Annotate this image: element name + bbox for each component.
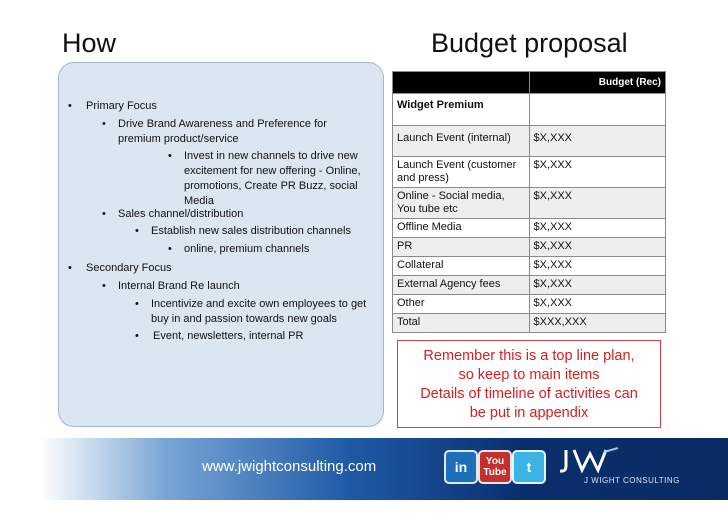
note-line: be put in appendix (469, 405, 589, 421)
bullet-incentivize-employees: • Incentivize and excite own employees to get buy in and passion towards new goals (135, 298, 367, 325)
bullet-secondary-focus: • Secondary Focus (68, 262, 172, 274)
bullet-establish-distribution: • Establish new sales distribution channels (135, 225, 351, 237)
bullet-drive-brand: • Drive Brand Awareness and Preference for premium product/service (102, 118, 327, 145)
budget-header-rec: Budget (Rec) (529, 72, 666, 94)
table-row: Launch Event (customer and press) $X,XXX (393, 157, 666, 188)
bullet-primary-focus: • Primary Focus (68, 100, 157, 112)
table-row: Widget Premium (393, 94, 666, 126)
table-row: PR $X,XXX (393, 238, 666, 257)
bullet-invest-channels: • Invest in new channels to drive new excitement for new offering - Online, promotions, Create PR Buzz, social Media (168, 150, 361, 207)
note-line: Details of timeline of activities can (420, 386, 638, 402)
budget-header-blank (393, 72, 530, 94)
youtube-icon[interactable]: You Tube (478, 450, 512, 484)
note-line: so keep to main items (458, 367, 600, 383)
twitter-icon[interactable]: t (512, 450, 546, 484)
bullet-sales-channel: • Sales channel/distribution (102, 208, 244, 220)
logo-wordmark: J WIGHT CONSULTING (584, 476, 680, 485)
table-row: Online - Social media, You tube etc $X,XXX (393, 188, 666, 219)
bullet-internal-relaunch: • Internal Brand Re launch (102, 280, 240, 292)
table-row: Offline Media $X,XXX (393, 219, 666, 238)
bullet-event-newsletters: • Event, newsletters, internal PR (135, 330, 304, 342)
table-row: Other $X,XXX (393, 295, 666, 314)
jw-logo-icon (560, 446, 620, 474)
table-row: Collateral $X,XXX (393, 257, 666, 276)
title-budget-proposal: Budget proposal (431, 28, 628, 58)
note-box (397, 340, 661, 428)
website-link[interactable]: www.jwightconsulting.com (202, 458, 377, 475)
table-row: External Agency fees $X,XXX (393, 276, 666, 295)
linkedin-icon[interactable]: in (444, 450, 478, 484)
budget-table (392, 71, 666, 333)
bullet-online-premium: • online, premium channels (168, 243, 310, 255)
table-row: Total $XXX,XXX (393, 314, 666, 333)
note-line: Remember this is a top line plan, (423, 348, 635, 364)
title-how: How (62, 28, 117, 58)
table-row: Launch Event (internal) $X,XXX (393, 126, 666, 157)
footer-banner (40, 438, 728, 500)
budget-header-row (393, 72, 666, 94)
